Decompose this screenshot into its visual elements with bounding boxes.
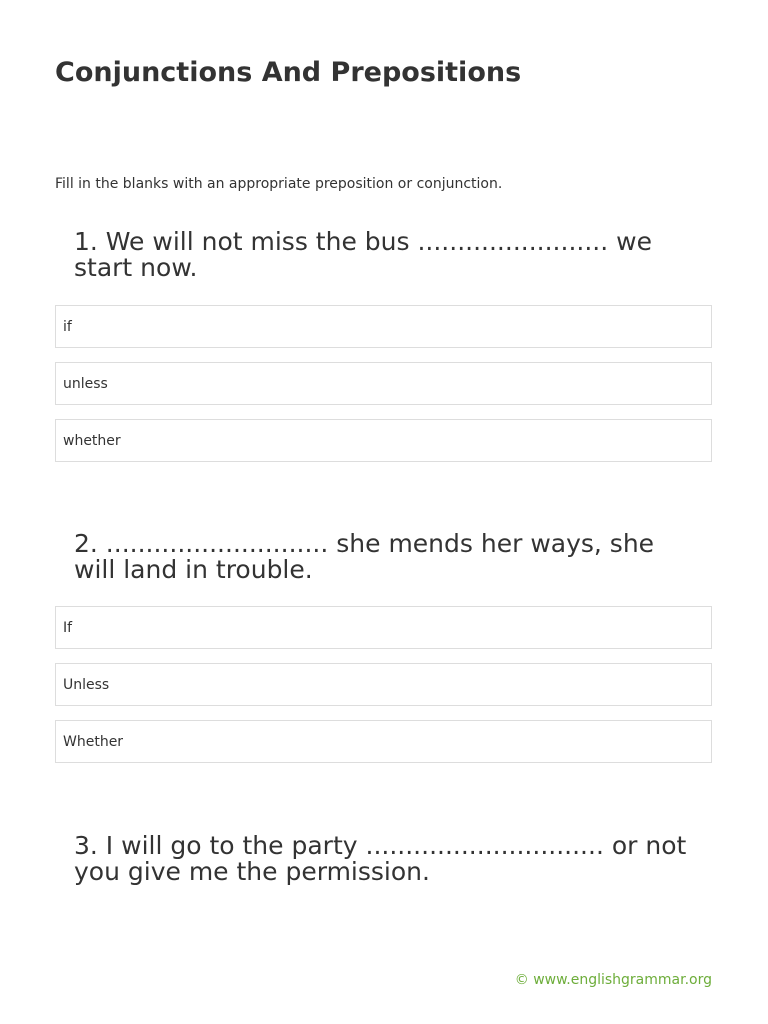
question-2-option-unless[interactable]: Unless	[55, 663, 712, 706]
page-title: Conjunctions And Prepositions	[55, 57, 522, 88]
question-1-option-whether[interactable]: whether	[55, 419, 712, 462]
footer-copyright-link[interactable]: © www.englishgrammar.org	[514, 972, 712, 988]
question-1-text: 1. We will not miss the bus ........................ we start now.	[74, 227, 652, 282]
question-3-text: 3. I will go to the party .............................. or not you give me the permission.	[74, 831, 687, 886]
instructions-text: Fill in the blanks with an appropriate preposition or conjunction.	[55, 176, 503, 192]
question-1-option-unless[interactable]: unless	[55, 362, 712, 405]
question-2-option-whether[interactable]: Whether	[55, 720, 712, 763]
question-2-option-if[interactable]: If	[55, 606, 712, 649]
question-1-options	[55, 305, 712, 476]
question-2-options	[55, 606, 712, 777]
question-2-text: 2. ............................ she mends her ways, she will land in trouble.	[74, 529, 655, 584]
question-1-option-if[interactable]: if	[55, 305, 712, 348]
